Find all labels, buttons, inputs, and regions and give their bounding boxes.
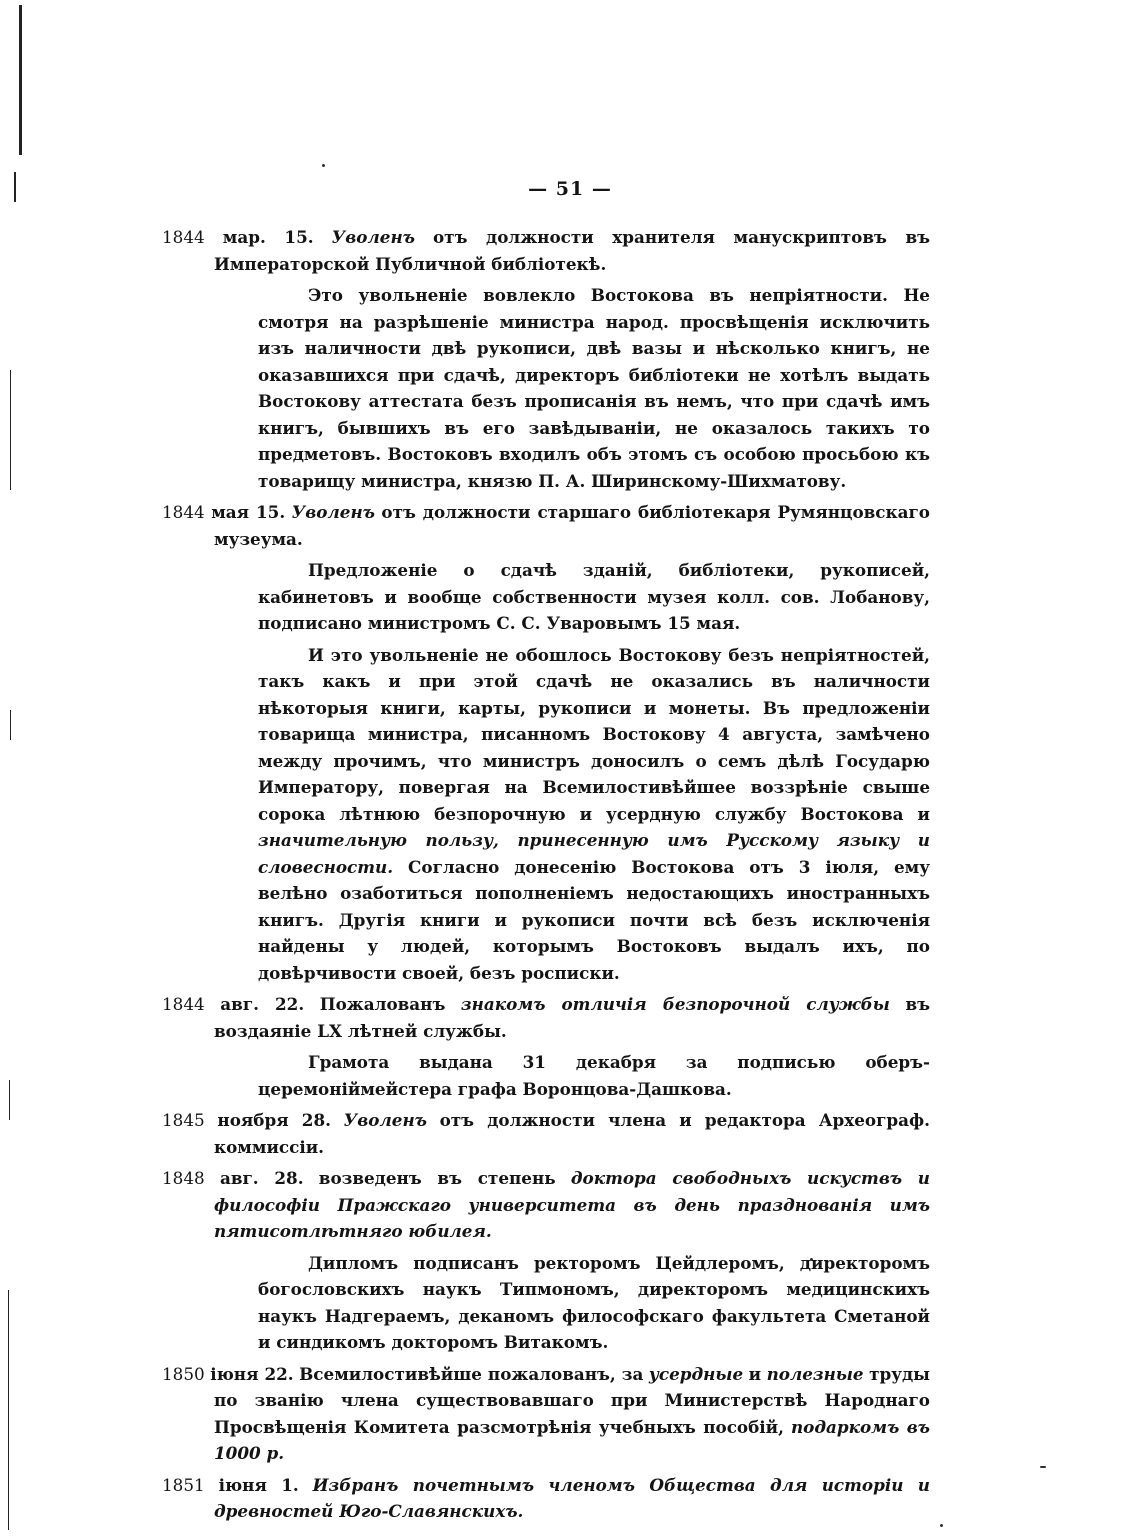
chronicle-entry bbox=[162, 1107, 930, 1160]
entry-emphasis: доктора свободныхъ искуствъ и философіи Пражскаго университета въ день празднованія имъ пятисотлѣтняго юбилея. bbox=[214, 1168, 930, 1241]
scan-speck bbox=[1040, 1466, 1046, 1468]
entry-emphasis: усердные bbox=[648, 1363, 744, 1384]
chronicle-entry bbox=[162, 1361, 930, 1467]
entry-lead: Всемилостивѣйше пожалованъ, за bbox=[299, 1363, 644, 1384]
entry-lead: возведенъ въ степень bbox=[318, 1168, 556, 1188]
entry-note: Предложеніе о сдачѣ зданій, библіотеки, рукописей, кабинетовъ и вообще собственности музея колл. сов. Лобанову, подписано министромъ С. С. Уваровымъ 15 мая. bbox=[258, 560, 930, 633]
entry-date: ноября 28. bbox=[217, 1110, 331, 1130]
entry-note: Дипломъ подписанъ ректоромъ Цейдлеромъ, директоромъ богословскихъ наукъ Типмономъ, директоромъ медицинскихъ наукъ Надгерaемъ, деканомъ философскаго факультета Сметаной и синдикомъ докторомъ Витакомъ. bbox=[258, 1252, 930, 1352]
entry-date: мая 15. bbox=[211, 502, 286, 522]
entry-conjunction: и bbox=[748, 1363, 762, 1384]
entry-date: авг. 22. bbox=[220, 994, 305, 1014]
entry-year: 1844 bbox=[162, 227, 205, 247]
entry-note: Грамота выдана 31 декабря за подписью оберъ-церемоніймейстера графа Воронцова-Дашкова. bbox=[258, 1052, 930, 1099]
chronicle-entry bbox=[162, 1472, 930, 1525]
entry-emphasis: Уволенъ bbox=[291, 502, 375, 522]
entry-note bbox=[258, 642, 930, 987]
entry-text: отъ должности хранителя манускриптовъ въ Императорской Публичной библіотекѣ. bbox=[214, 227, 931, 274]
entry-emphasis: знакомъ отличія безпорочной службы bbox=[460, 994, 890, 1014]
entry-year: 1845 bbox=[162, 1110, 205, 1130]
entry-text: отъ должности члена и редактора Археограф. коммиссіи. bbox=[214, 1110, 930, 1157]
entry-date: мар. 15. bbox=[222, 227, 314, 247]
entry-emphasis: подаркомъ въ 1000 р. bbox=[214, 1416, 931, 1463]
note-text: И это увольненіе не обошлось Востокову безъ непріятностей, такъ какъ и при этой сдачѣ не оказались въ наличности нѣкоторыя книги, карты, рукописи и монеты. Въ предложеніи товарища министра, писанномъ Востокову 4 августа, замѣчено между прочимъ, что министръ доносилъ о семъ дѣлѣ Государю Императору, повергая на Всемилостивѣйшее воззрѣніе свыше сорока лѣтнюю безпорочную и усердную службу Востокова и bbox=[258, 644, 930, 824]
entry-date: іюня 22. bbox=[210, 1363, 294, 1384]
margin-line bbox=[9, 1080, 10, 1120]
entry-text: въ воздаяніе LX лѣтней службы. bbox=[214, 994, 930, 1041]
entry-emphasis: полезные bbox=[766, 1363, 864, 1384]
entry-emphasis: Уволенъ bbox=[331, 227, 415, 247]
entry-text: отъ должности старшаго библіотекаря Румянцовскаго музеума. bbox=[214, 502, 930, 549]
margin-line bbox=[19, 5, 22, 155]
margin-line bbox=[8, 1290, 9, 1530]
margin-line bbox=[10, 710, 11, 740]
margin-line bbox=[10, 370, 11, 490]
note-text: Согласно донесенію Востокова отъ 3 іюля, ему велѣно озаботиться пополненіемъ недостающихъ иностранныхъ книгъ. Другія книги и рукописи почти всѣ безъ исключенія найдены у людей, которымъ Востоковъ выдалъ ихъ, по довѣрчивости своей, безъ росписки. bbox=[258, 856, 930, 983]
entry-text: труды по званію члена существовавшаго при Министерствѣ Народнаго Просвѣщенія Комитета разсмотрѣнія учебныхъ пособій, bbox=[214, 1363, 930, 1437]
scan-speck bbox=[322, 164, 325, 167]
entry-emphasis: Избранъ почетнымъ членомъ Общества для исторіи и древностей Юго-Славянскихъ. bbox=[214, 1474, 930, 1521]
entry-year: 1850 bbox=[162, 1363, 205, 1384]
entry-lead: Пожалованъ bbox=[319, 994, 446, 1014]
entry-year: 1844 bbox=[162, 994, 205, 1014]
chronicle-entry bbox=[162, 499, 930, 552]
entry-note: Это увольненіе вовлекло Востокова въ непріятности. Не смотря на разрѣшеніе министра народ. просвѣщенія исключить изъ наличности двѣ рукописи, двѣ вазы и нѣсколько книгъ, не оказавшихся при сдачѣ, директоръ библіотеки не хотѣлъ выдать Востокову аттестата безъ прописанія въ немъ, что при сдачѣ имъ книгъ, бывшихъ въ его завѣдываніи, не оказалось такихъ то предметовъ. Востоковъ входилъ объ этомъ съ особою просьбою къ товарищу министра, князю П. А. Ширинскому-Шихматову. bbox=[258, 285, 930, 491]
chronicle-entry bbox=[162, 224, 930, 277]
entry-date: іюня 1. bbox=[218, 1474, 299, 1495]
chronicle-entry bbox=[162, 1165, 930, 1245]
chronicle-entry bbox=[162, 991, 930, 1044]
entry-year: 1848 bbox=[162, 1168, 205, 1188]
entry-year: 1851 bbox=[162, 1474, 205, 1495]
entry-emphasis: Уволенъ bbox=[343, 1110, 427, 1130]
scan-speck bbox=[940, 1524, 943, 1527]
note-italic: значительную пользу, принесенную имъ Русскому языку и словесности. bbox=[258, 830, 930, 877]
page-number: — 51 — bbox=[528, 178, 612, 200]
entry-date: авг. 28. bbox=[219, 1168, 304, 1188]
entry-year: 1844 bbox=[162, 502, 205, 522]
chronicle-body bbox=[162, 224, 930, 1530]
